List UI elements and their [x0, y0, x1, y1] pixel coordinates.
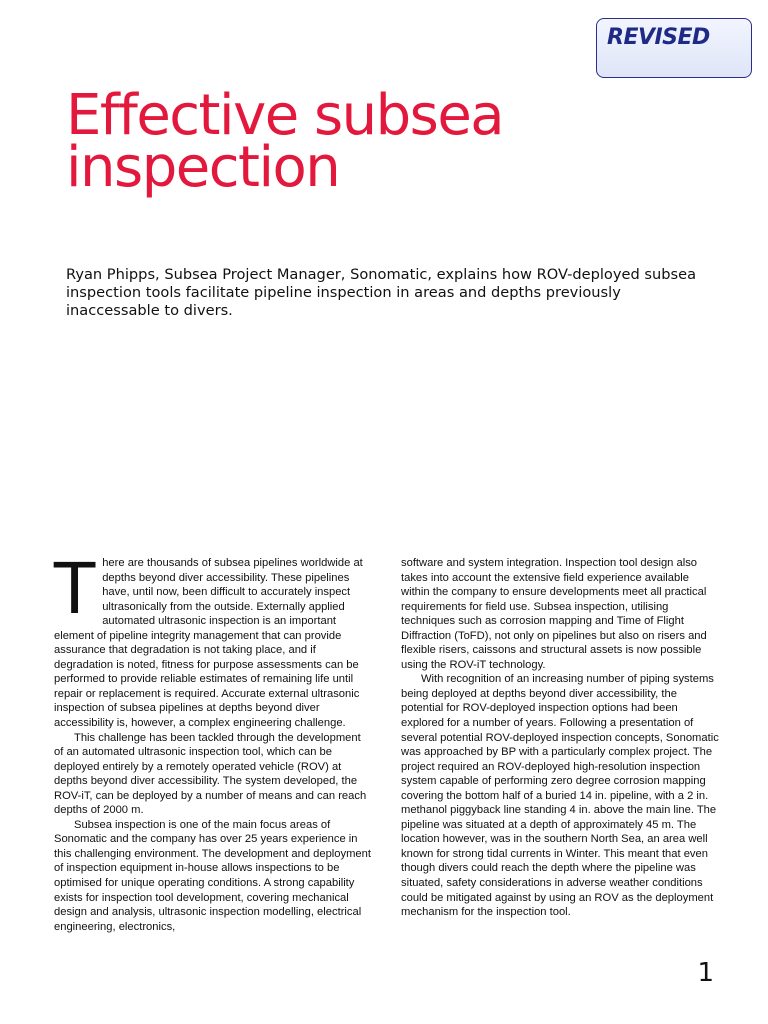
- title-line-1: Effective subsea: [66, 83, 504, 148]
- paragraph-1-text: here are thousands of subsea pipelines worldwide at depths beyond diver accessibility. These pipelines have, until now, been difficult to accurately inspect ultrasonically from the outside. Externally applied automated ultrasonic inspection is an important element of pipeline integrity management that can provide assurance that degradation is not taking place, and if degradation is noted, fitness for purpose assessments can be performed to provide reliable estimates of remaining life until repair or replacement is required. Accurate external ultrasonic inspection of subsea pipelines at depths beyond diver accessibility is, however, a complex engineering challenge.: [54, 557, 363, 730]
- revised-badge: [596, 18, 752, 78]
- paragraph-4: With recognition of an increasing number of piping systems being deployed at depths beyond diver accessibility, the potential for ROV-deployed inspection options had been explored for a number of years. Following a presentation of several potential ROV-deployed inspection concepts, Sonomatic was approached by BP with a particularly complex project. The project required an ROV-deployed high-resolution inspection system capable of performing zero degree corrosion mapping covering the bottom half of a buried 14 in. pipeline, with a 2 in. methanol piggyback line standing 4 in. above the main line. The pipeline was situated at a depth of approximately 45 m. The location however, was in the southern North Sea, an area well known for strong tidal currents in Winter. This meant that even though divers could reach the depth where the pipeline was situated, safety considerations in adverse weather conditions could be mitigated against by using an ROV as the deployment mechanism for the inspection tool.: [401, 673, 719, 919]
- title-line-2: inspection: [66, 135, 340, 200]
- paragraph-1: [52, 546, 372, 731]
- paragraph-3-part-1: Subsea inspection is one of the main focus areas of Sonomatic and the company has over 25 years experience in this challenging environment. The development and deployment of inspection equipment in-house allows inspections to be optimised for unique operating conditions. A strong capability exists for inspection tool development, covering mechanical design and analysis, ultrasonic inspection modelling, electrical engineering, electronics,: [54, 818, 371, 933]
- article-column-right: [401, 556, 719, 920]
- drop-cap: T: [52, 546, 98, 629]
- revised-label: REVISED: [607, 25, 710, 50]
- article-intro: Ryan Phipps, Subsea Project Manager, Sonomatic, explains how ROV-deployed subsea inspection tools facilitate pipeline inspection in areas and depths previously inaccessable to divers.: [66, 266, 697, 319]
- article-title: [66, 83, 626, 200]
- paragraph-3-part-2: software and system integration. Inspection tool design also takes into account the extensive field experience available within the company to ensure developments meet all practical requirements for field use. Subsea inspection, utilising techniques such as corrosion mapping and Time of Flight Diffraction (ToFD), not only on pipelines but also on risers and flexible risers, caissons and structural assets is now possible using the ROV-iT technology.: [401, 557, 707, 671]
- article-column-left: [52, 546, 372, 934]
- page-number: 1: [697, 958, 714, 988]
- paragraph-2: This challenge has been tackled through the development of an automated ultrasonic inspection tool, which can be deployed entirely by a remotely operated vehicle (ROV) at depths beyond diver accessibility. The system developed, the ROV-iT, can be deployed by a number of means and can reach depths of 2000 m.: [54, 731, 367, 817]
